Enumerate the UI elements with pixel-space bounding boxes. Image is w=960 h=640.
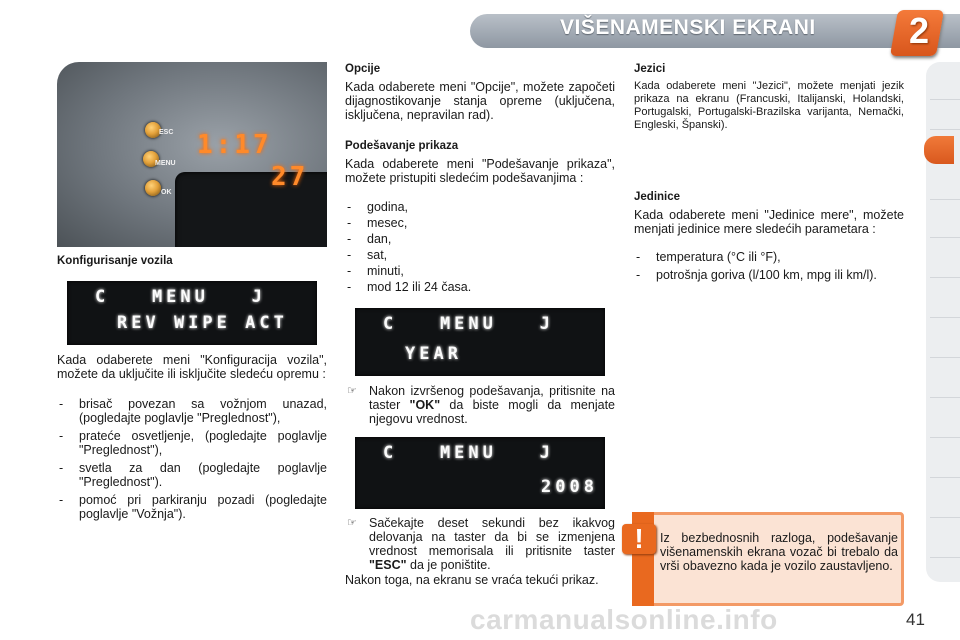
list-item: - pomoć pri parkiranju pozadi (pogledajte poglavlje "Vožnja").: [57, 493, 327, 521]
chapter-tab-9: [930, 370, 960, 398]
units-heading: Jedinice: [634, 191, 681, 203]
ok-button-label: OK: [161, 189, 172, 196]
chapter-tab-6: [930, 250, 960, 278]
list-item: - temperatura (°C ili °F),: [634, 250, 904, 264]
display-line-2: REV WIPE ACT: [117, 313, 288, 333]
temperature-readout: 27: [271, 162, 309, 192]
esc-step-suffix: da je poništite.: [406, 558, 491, 572]
chapter-number: 2: [908, 10, 930, 51]
display-line-1: C MENU J: [95, 287, 266, 307]
options-text: Kada odaberete meni "Opcije", možete započeti dijagnostikovanje stanja opreme (uključena, isključena, nepravilan rad).: [345, 80, 615, 122]
languages-heading: Jezici: [634, 63, 666, 75]
clock-readout: 1:17: [197, 130, 272, 160]
chapter-tab-13: [930, 530, 960, 558]
chapter-tab-12: [930, 490, 960, 518]
chapter-tab-11: [930, 450, 960, 478]
units-list: [634, 250, 904, 286]
vehicle-config-intro: Kada odaberete meni "Konfiguracija vozila", možete da uključite ili isključite sledeću opremu :: [57, 353, 327, 381]
ok-button-icon: [145, 180, 161, 196]
display-settings-text: Kada odaberete meni "Podešavanje prikaza", možete pristupiti sledećim podešavanjima :: [345, 157, 615, 185]
list-item: - svetla za dan (pogledajte poglavlje "Preglednost").: [57, 461, 327, 489]
year-display: [355, 308, 605, 376]
menu-button-label: MENU: [155, 160, 176, 167]
pointer-icon: ☞: [347, 385, 357, 397]
display-line-1: C MENU J: [383, 443, 554, 463]
vehicle-config-list: [57, 397, 327, 525]
esc-step-prefix: Sačekajte deset sekundi bez ikakvog delovanja na taster da bi se izmenjena vrednost memorisala ili pritisnite taster: [369, 516, 615, 558]
display-line-1: C MENU J: [383, 314, 554, 334]
esc-button-label: ESC: [159, 129, 174, 136]
languages-text: Kada odaberete meni "Jezici", možete menjati jezik prikaza na ekranu (Francuski, Italijanski, Holandski, Portugalski, Portugalski-Brazilska varijanta, Nemački, Engleski, Španski).: [634, 80, 904, 131]
ok-step-prefix: Nakon izvršenog podešavanja, pritisnite na taster: [369, 384, 615, 412]
watermark: carmanualsonline.info: [470, 604, 778, 635]
display-settings-heading: Podešavanje prikaza: [345, 140, 459, 152]
list-item: - dan,: [345, 231, 615, 247]
vehicle-config-caption: Konfigurisanje vozila: [57, 255, 173, 267]
options-heading: Opcije: [345, 63, 381, 75]
list-item: - sat,: [345, 247, 615, 263]
safety-warning-text: Iz bezbednosnih razloga, podešavanje višenamenskih ekrana vozač bi trebalo da vrši obavezno kada je vozilo zaustavljeno.: [660, 531, 898, 573]
page-number: 41: [906, 610, 925, 629]
page-title: VIŠENAMENSKI EKRANI: [560, 16, 816, 39]
chapter-tab-2: [930, 102, 960, 130]
chapter-tab-8: [930, 330, 960, 358]
esc-step: [345, 516, 615, 572]
ok-step: [345, 384, 615, 426]
chapter-tab-4: [930, 172, 960, 200]
ok-step-suffix: da biste mogli da menjate njegovu vrednost.: [369, 398, 615, 426]
closing-text: Nakon toga, na ekranu se vraća tekući prikaz.: [345, 573, 599, 587]
units-text: Kada odaberete meni "Jedinice mere", možete menjati jedinice mere sledećih parametara :: [634, 208, 904, 236]
dashboard-photo: [57, 62, 327, 247]
list-item: - godina,: [345, 199, 615, 215]
vehicle-config-display: [67, 281, 317, 345]
display-settings-list: [345, 199, 615, 295]
warning-icon: !: [622, 524, 656, 554]
list-item: - potrošnja goriva (l/100 km, mpg ili km/l).: [634, 268, 904, 282]
list-item: - prateće osvetljenje, (pogledajte poglavlje "Preglednost"),: [57, 429, 327, 457]
chapter-tab-active: [924, 136, 954, 164]
list-item: - minuti,: [345, 263, 615, 279]
year-value-display: [355, 437, 605, 509]
list-item: - mod 12 ili 24 časa.: [345, 279, 615, 295]
list-item: - brisač povezan sa vožnjom unazad, (pogledajte poglavlje "Preglednost"),: [57, 397, 327, 425]
ok-key-label: "OK": [409, 398, 441, 412]
chapter-tab-10: [930, 410, 960, 438]
display-line-2: YEAR: [405, 344, 462, 364]
pointer-icon: ☞: [347, 517, 357, 529]
list-item: - mesec,: [345, 215, 615, 231]
chapter-tab-7: [930, 290, 960, 318]
display-line-2: 2008: [541, 477, 598, 497]
chapter-tab-5: [930, 210, 960, 238]
esc-key-label: "ESC": [369, 558, 407, 572]
chapter-tab-1: [930, 72, 960, 100]
